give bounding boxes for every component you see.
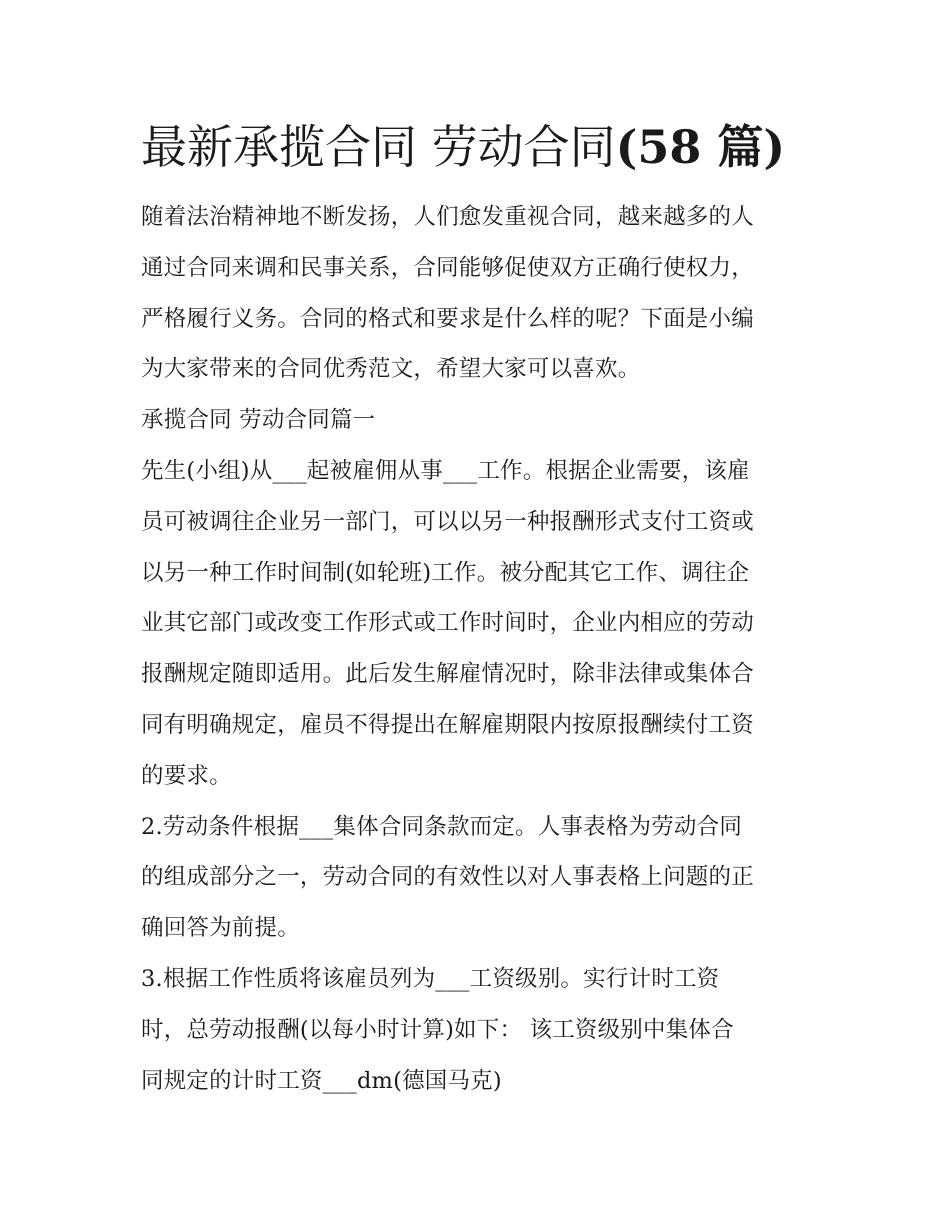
text-line: 员可被调往企业另一部门，可以以另一种报酬形式支付工资或 bbox=[141, 508, 754, 535]
text-line: 为大家带来的合同优秀范文，希望大家可以喜欢。 bbox=[141, 356, 641, 383]
section-heading bbox=[141, 395, 821, 446]
text-line: 报酬规定随即适用。此后发生解雇情况时，除非法律或集体合 bbox=[141, 661, 754, 688]
text-line: 通过合同来调和民事关系，合同能够促使双方正确行使权力， bbox=[141, 254, 754, 281]
text-line: 的要求。 bbox=[141, 762, 232, 789]
text-line: 同有明确规定，雇员不得提出在解雇期限内按原报酬续付工资 bbox=[141, 711, 754, 738]
text-line: 先生(小组)从___起被雇佣从事___工作。根据企业需要，该雇 bbox=[141, 457, 750, 484]
text-line: 时，总劳动报酬(以每小时计算)如下： 该工资级别中集体合 bbox=[141, 1016, 734, 1043]
text-line: 承揽合同 劳动合同篇一 bbox=[141, 407, 376, 434]
intro-paragraph bbox=[141, 192, 821, 395]
document-title bbox=[141, 112, 821, 182]
document-title-suffix: (58 篇) bbox=[615, 120, 786, 174]
text-line: 严格履行义务。合同的格式和要求是什么样的呢？下面是小编 bbox=[141, 305, 754, 332]
clause-paragraph-1 bbox=[141, 446, 821, 802]
document-page bbox=[141, 112, 821, 1106]
text-line: 同规定的计时工资___dm(德国马克) bbox=[141, 1067, 502, 1094]
text-line: 业其它部门或改变工作形式或工作时间时，企业内相应的劳动 bbox=[141, 610, 754, 637]
clause-paragraph-2 bbox=[141, 802, 821, 954]
text-line: 确回答为前提。 bbox=[141, 915, 300, 942]
text-line: 2.劳动条件根据___集体合同条款而定。人事表格为劳动合同 bbox=[141, 813, 743, 840]
text-line: 3.根据工作性质将该雇员列为___工资级别。实行计时工资 bbox=[141, 965, 720, 992]
document-title-main: 最新承揽合同 劳动合同 bbox=[141, 120, 616, 174]
clause-paragraph-3 bbox=[141, 954, 821, 1106]
text-line: 随着法治精神地不断发扬，人们愈发重视合同，越来越多的人 bbox=[141, 204, 754, 230]
text-line: 的组成部分之一，劳动合同的有效性以对人事表格上问题的正 bbox=[141, 864, 754, 891]
text-line: 以另一种工作时间制(如轮班)工作。被分配其它工作、调往企 bbox=[141, 559, 750, 586]
